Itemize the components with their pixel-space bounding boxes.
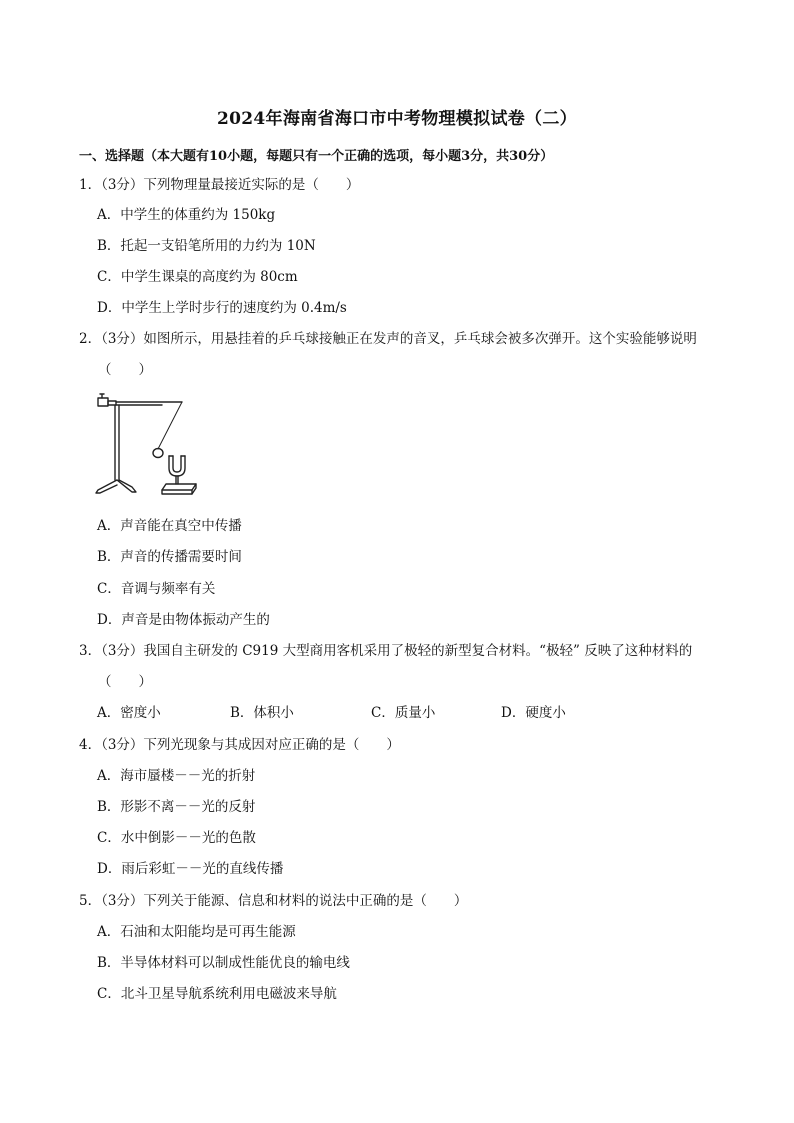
stand-base-left (96, 480, 117, 493)
question-3-option-c: C．质量小 (371, 705, 436, 721)
question-1-option-c: C．中学生课桌的高度约为 80cm (97, 269, 298, 285)
question-4-option-d: D．雨后彩虹－－光的直线传播 (97, 861, 284, 877)
question-5-option-a: A．石油和太阳能均是可再生能源 (97, 924, 296, 940)
question-4-option-a: A．海市蜃楼－－光的折射 (97, 768, 256, 784)
question-2-option-b: B．声音的传播需要时间 (97, 549, 242, 565)
question-1-option-a: A．中学生的体重约为 150kg (97, 207, 276, 223)
question-4-option-b: B．形影不离－－光的反射 (97, 799, 256, 815)
stand-base-right (117, 480, 136, 492)
question-1-stem: 1．（3分）下列物理量最接近实际的是（ ） (79, 177, 360, 193)
question-3-stem: 3．（3分）我国自主研发的 C919 大型商用客机采用了极轻的新型复合材料。“极轻” 反映了这种材料的 (79, 643, 693, 659)
question-1-option-b: B．托起一支铅笔所用的力约为 10N (97, 238, 316, 254)
exam-title: 2024年海南省海口市中考物理模拟试卷（二） (217, 109, 577, 129)
resonance-box-side (162, 484, 196, 494)
ping-pong-ball (153, 449, 163, 458)
question-4-stem: 4．（3分）下列光现象与其成因对应正确的是（ ） (79, 737, 400, 753)
question-3-answer-paren: （ ） (98, 674, 152, 690)
clamp-block (98, 398, 108, 406)
string (158, 402, 182, 449)
question-2-stem: 2．（3分）如图所示，用悬挂着的乒乓球接触正在发声的音叉，乒乓球会被多次弹开。这个实验能够说明 (79, 331, 697, 347)
question-1-option-d: D．中学生上学时步行的速度约为 0.4m/s (97, 300, 347, 316)
question-4-option-c: C．水中倒影－－光的色散 (97, 830, 256, 846)
resonance-box-top (162, 484, 196, 490)
tuning-fork-figure (92, 392, 216, 498)
tuning-fork-apparatus-diagram (92, 392, 216, 498)
tuning-fork-outer (169, 456, 185, 476)
question-5-option-c: C．北斗卫星导航系统利用电磁波来导航 (97, 986, 337, 1002)
question-3-option-a: A．密度小 (97, 705, 161, 721)
section-heading: 一、选择题（本大题有10小题，每题只有一个正确的选项，每小题3分，共30分） (79, 149, 554, 164)
question-2-option-d: D．声音是由物体振动产生的 (97, 612, 270, 628)
question-5-stem: 5．（3分）下列关于能源、信息和材料的说法中正确的是（ ） (79, 893, 468, 909)
clamp-screw (108, 401, 116, 405)
question-2-option-c: C．音调与频率有关 (97, 581, 216, 597)
tuning-fork-inner (173, 456, 181, 472)
question-2-answer-paren: （ ） (98, 362, 152, 378)
question-2-option-a: A．声音能在真空中传播 (97, 518, 242, 534)
question-3-option-b: B．体积小 (230, 705, 294, 721)
question-3-option-d: D．硬度小 (501, 705, 566, 721)
question-5-option-b: B．半导体材料可以制成性能优良的输电线 (97, 955, 350, 971)
